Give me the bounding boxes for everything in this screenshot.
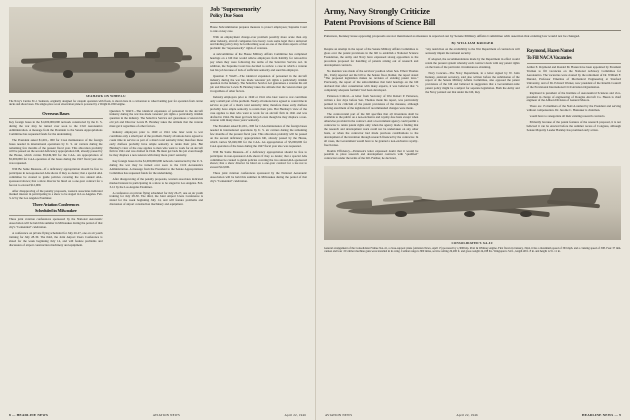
main-headline-line1: Army, Navy Strongly Criticize [324,6,430,16]
left-page-photo-column [9,7,203,250]
article-paragraph: A subcommittee of the House Military Affairs Committee has completed hearings on a bill that would relieve employers from liability for retroactive pay when they were following the terms of the Selective Service Act. In addition, the Supreme Court has decided to review a case in which a veteran lost his job because of lack of sufficient seniority and sued his employer. [210,52,307,72]
right-page-footer [316,413,630,417]
article-paragraph: Key foreign bases in the $1,000,000,000 network constructed by the U. S. during the war may be turned over soon to the Civil Aeronautics Administration. A message from the President to the Senate Appropriations Committee has requested funds for the undertaking. [109,159,203,175]
article-paragraph: With an employment change-over problem possibly more acute than any other industry, aircraft companies face heavy costs some legal that a universal and binding policy may be forthcoming soon on one of the main aspects of that problem: the "supersenority" rights of veterans. [210,34,307,51]
article-paragraph: Navy Concurs—The Navy Department, in a letter signed by W. John Kenney, assistant secretary, said also written before the submission of the report of the Senate Military Affairs Committee, also opposed the patent provisions of the bill and believed in suggestion that a Government-wide patent policy might be a subject for separate legislation. Both the Army and the Navy pointed out that under the bill, they [425,70,520,95]
right-footer-publication: AVIATION NEWS [325,413,353,417]
byline: By WILLIAM KROGER [451,41,494,46]
right-col-3 [527,48,621,163]
right-col-2 [425,48,519,163]
three-conferences-headline-line1: Three Aviation Conferences [32,202,80,208]
article-paragraph: Will Be Same Measure—If a deficiency appropriation should be free to participate in non-sponsored AIA shows if they so desire; that a special AIA committee be created to guide policies covering the two annual AIA-sponsored shows; that a show director be hired on a one-year contract for a fee not to exceed $12,000. [9,167,103,187]
article-paragraph: Three joint aviation conferences sponsored by the National Aeronautic Association will be held this summer in Milwaukee during the period of that city's "Centennial" celebration. [9,217,103,230]
divider [324,30,621,31]
seahawk-photo [9,7,203,93]
right-footer-date: April 22, 1946 [456,413,478,417]
right-col-1 [324,48,418,163]
left-footer-section: 8 — HEADLINE NEWS [9,413,49,417]
article-paragraph: Doubts Efficiency—Patterson's letter expressed doubt that it would be possible to place research and development contracts with "qualified" contractors under the terms of the bill. Further, he declared, [324,148,419,161]
overseas-bases-headline: Overseas Bases [42,110,70,116]
left-col-1 [9,110,103,250]
divider [9,118,103,119]
left-page-job-column [210,7,307,250]
article-paragraph: Key foreign bases in the $1,000,000,000 network constructed by the U. S. during the war may be turned over soon to the Civil Aeronautics Administration. A message from the President to the Senate Appropriations Committee has requested funds for the undertaking. [9,120,103,136]
article-paragraph: Arthur E. Raymond and Ronald M. Hazen have been appointed by President Truman to fill vacancies on the National Advisory Committee for Aeronautics. The vacancies were created by the retirement of Dr. William F. Durand, Professor Emeritus of Mechanical Engineering at Stanford University, and of Dr. Edward Warner, now president of the Interim Council of the Provisional International Civil Aviation Organization. [526,65,621,89]
xa41-caption-title: CONSOLIDATED'S XA-41: [451,241,494,246]
right-page [315,0,630,420]
seahawk-caption [9,95,203,107]
job-supersenority-headline-line1: Job 'Supersenority' [210,6,262,13]
job-supersenority-headline-line2: Policy Due Soon [210,12,244,19]
article-paragraph: would have to renegotiate all their existing research contracts. [529,114,606,119]
main-deck: Patterson, Kenney lease opposing proposals are not mentioned as measure is reported out by Senate Military Affairs Committee with assertion that existing law would not be changed. [324,33,580,38]
article-paragraph: The controversial part of the bill specifies that all inventions shall be available to the public on a non-exclusive and royalty-free basis except when otherwise provided in the contract. And a Government agency could permit a contractor to retain patent rights only when the agency made a finding that the research and development work could not be undertaken on any other basis, or when the contractor had made previous contributions to the development of the invention through research financed by the contractor. In all cases, the Government would have to be granted a non-exclusive royalty-free license. [324,111,419,147]
left-col-2 [110,110,204,250]
left-page-footer [0,413,315,417]
xa41-caption [324,242,621,254]
raymond-headline-line2: To Fill NACA Vacancies [526,56,572,62]
article-paragraph: The President asked $1,601,- 000 for CAA maintenance of the foreign bases needed in international operations by U. S. air carriers during the remaining few months of the present fiscal year. This allocation probably will be passed on the second deficiency appropriation bill, already passed by the House, which carries $5,049,300 for the CAA. An appropriation of $5,000,000 for CAA operation of the bases during the 1947 fiscal year also was requested. [9,137,103,166]
article-paragraph: There are 15 members of the NACA named by the President and serving without compensation. Dr. Jerome C. Hunsaker is chairman. [526,104,621,113]
article-paragraph: "any restriction on the availability to the War Department of contractors will seriously impair the national security. [425,47,520,56]
article-paragraph: A conference on private flying scheduled for July 26-27, one on air youth training for July 28-30. The third, the Joint Airport Users Conference is slated for the week beginning July 14, and will feature problems and discussion of airport construction machinery and equipment. [9,231,103,247]
three-conferences-headline-line2: Scheduled in Milwaukee [35,207,77,213]
article-paragraph: If adopted, the recommendations made by the Department in effect would retain the present system whereby each contract deals with any patent rights on the basis of the particular circumstances obtaining. [425,56,520,69]
article-paragraph: Three joint aviation conferences sponsored by the National Aeronautic Association will be held this summer in Milwaukee during the period of that city's "Centennial" celebration. [210,171,307,183]
divider [9,215,103,216]
article-paragraph: A conference on private flying scheduled for July 26-27, one on air youth training for July 28-30. The third, the Joint Airport Users Conference is slated for the week beginning July 14, and will feature problems and discussion of airport construction machinery and equipment. [109,190,203,207]
article-paragraph: Question 3: WAIT—The identical expansion of personnel in the aircraft industry during the war has made veterans' job rights a particularly ticklish question in the industry. The Selective Service Act guarantees a veteran his old job and Director Lewis B. Hershey takes the attitude that the veteran must get it regardless of other factors. [210,73,307,94]
article-paragraph: After disapproving of the penalty proposals, western associates indicated marked interest in participating in a show to be staged in Los Angeles. Feb. 3-12 by the Los Angeles Examiner. [9,188,103,201]
article-subdeck: House Subcommission prepares measure to protect employees; Supreme Court to rule on key case. [210,25,307,33]
divider [210,22,307,23]
left-footer-date: April 22, 1946 [284,413,306,417]
article-paragraph: The President asked $1,601,- 000 for CAA maintenance of the foreign bases needed in international operations by U. S. air carriers during the remaining few months of the present fiscal year. This allocation probably will be passed on the second deficiency appropriation bill, already passed by the House, which carries $5,049,300 for the CAA. An appropriation of $5,000,000 for CAA operation of the bases during the 1947 fiscal year also was requested. [210,124,307,148]
article-paragraph: Primarily because of the patent features of the research proposal, it is not believed it can be enacted before the summer recess of Congress, although Senate Majority Leader Barkley has promised early action. [526,120,621,132]
right-footer-section: HEADLINE NEWS — 9 [581,413,621,417]
xa41-photo [324,166,621,240]
article-paragraph: Will Be Same Measure—If a deficiency appropriation should be free to participate in non-sponsored AIA shows if they so desire; that a special AIA committee be created to guide policies covering the two annual AIA-sponsored shows; that a show director be hired on a one-year contract for a fee not to exceed $12,000. [210,149,307,170]
article-paragraph: Question 3: WAIT—The identical expansion of personnel in the aircraft industry during the war has made veterans' job rights a particularly ticklish question in the industry. The Selective Service Act guarantees a veteran his old job and Director Lewis B. Hershey takes the attitude that the veteran must get it regardless of other factors. [109,108,203,129]
article-paragraph: Raymond is president of the Institute of Aeronautical Sciences and vice-president in charge of engineering of Douglas Aircraft Co. Hazen is chief engineer of the Allison Division of General Motors. [526,90,621,103]
article-paragraph: After disapproving of the penalty proposals, western associates indicated marked interest in participating in a show to be staged in Los Angeles. Feb. 3-12 by the Los Angeles Examiner. [109,176,203,189]
article-paragraph: Industry employers prior to 1940 or 1941 who later went to war contribute only a small part of the problem. Nearly all unions have agreed to count time in service as part of a man's total seniority time; therefore these early draftees probably have ample seniority to retain their jobs. But Hershey's view of the case applies to men who went to work for an aircraft firm in 1941 and was drafted in 1944. He must get back his job even though he may displace a non-veteran with many more years' seniority. [210,95,307,123]
article-paragraph: Despite an attempt in the report of the Senate Military Affairs Committee to gloss over the patent provisions in the bill to establish a National Science Foundation, the Army and Navy have expressed strong opposition to the procedure proposed for handling of patents arising out of research and development contracts. [324,47,419,67]
raymond-headline-line1: Raymond, Hazen Named [526,49,574,55]
article-paragraph: No mention was made of the services' position when Sen. Elbert Thomas (D., Utah) reported out the bill to the Senate floor. Rather, the report stated "The proposed legislation makes no revision of existing patent laws." Previously, the report of the subcommittee that held hearings on the bill declared that after consultation with many experts, it was believed that "a completely adequate formula" had been developed. [324,68,419,93]
left-footer-publication: AVIATION NEWS [152,413,180,417]
seahawk-caption-title: SEAHAWK ON WHEELS: [86,94,126,98]
article-paragraph: Patterson Critical—A letter from Secretary of War Robert P. Patterson, written a few days before Sen. Thomas made his report, was particularly pointed in its criticism of the patent provisions of the measure, although leaving enactment of the legislation if recommended changes were made. [324,93,419,110]
divider [527,63,621,64]
article-paragraph: Industry employers prior to 1940 or 1941 who later went to war contribute only a small part of the problem. Nearly all unions have agreed to count time in service as part of a man's total seniority time; therefore these early draftees probably have ample seniority to retain their jobs. But Hershey's view of the case applies to men who went to work for an aircraft firm in 1941 and was drafted in 1944. He must get back his job even though he may displace a non-veteran with many more years' seniority. [109,130,203,158]
main-headline-line2: Patent Provisions of Science Bill [324,16,436,27]
seahawk-caption-text: The Navy's Curtiss SC-1 Seahawk, originally designed for catapult operation with floats, is shown here in a conversion to wheel landing gear for operation from carrier decks and shore bases. The single-place scout observation plane is powered by a Wright R-1820 engine. [9,99,203,107]
xa41-caption-text: General arrangement of the Consolidated Vultee XA-41, a close-support plane (Aviation News, April 15) powered by a 3000-hp. Pratt & Whitney engine. First flown in January, 1944, it has a maximum speed of 363 mph. and a cruising speed of 308. Four 37 mm. cannon and four .50 caliber machine guns were installed in its wing. Combat range is 800 miles, service ceiling 29,200 ft. and gross weight 24,188 lbs. Wingspan is 54 ft., length 48 ft. 8 in. and height 12 ft. 11 in. [324,246,621,254]
